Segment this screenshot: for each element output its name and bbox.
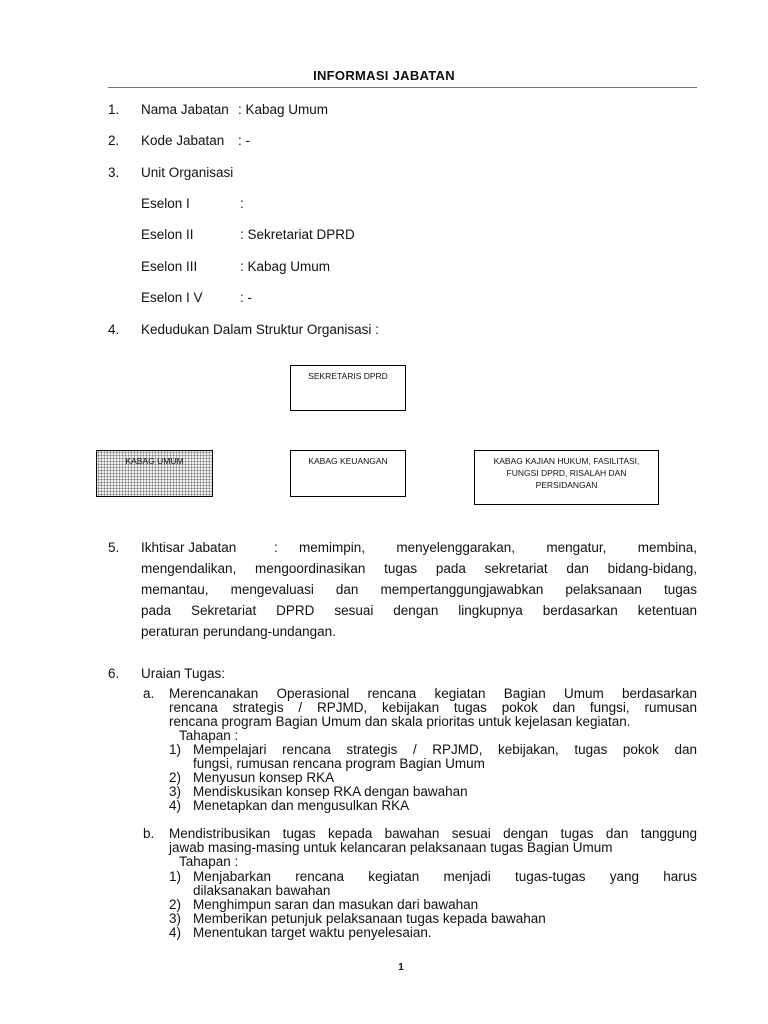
task-a-tahapan: Tahapan : [179,728,239,743]
item-2-value: : - [238,133,250,148]
eselon-4-value: : - [240,290,252,305]
org-box-sekretaris-label: SEKRETARIS DPRD [308,371,388,381]
task-a-step-3-line-1: Mendiskusikan konsep RKA dengan bawahan [193,784,468,799]
item-1-label: Nama Jabatan [141,102,229,117]
eselon-1-label: Eselon I [141,196,190,211]
ikhtisar-colon: : [274,540,278,555]
ikhtisar-line-2: mengendalikan, mengoordinasikan tugas pada sekretariat dan bidang-bidang, [141,561,697,576]
task-b-step-3-line-1: Memberikan petunjuk pelaksanaan tugas kepada bawahan [193,911,546,926]
ikhtisar-line-1: memimpin, menyelenggarakan, mengatur, membina, [299,540,697,555]
ikhtisar-line-4: pada Sekretariat DPRD sesuai dengan lingkupnya berdasarkan ketentuan [141,603,697,618]
item-1-value: : Kabag Umum [238,102,329,117]
ikhtisar-line-5: peraturan perundang-undangan. [141,624,336,639]
task-b-letter: b. [143,826,155,841]
item-3-number: 3. [108,165,120,180]
task-b-step-3-number: 3) [169,911,182,926]
task-a-step-4-line-1: Menetapkan dan mengusulkan RKA [193,798,410,813]
eselon-4-label: Eselon I V [141,290,203,305]
task-a-line-2: rencana strategis / RPJMD, kebijakan tugas pokok dan fungsi, rumusan [169,700,697,715]
task-b-step-2-line-1: Menghimpun saran dan masukan dari bawahan [193,897,479,912]
task-b-step-2-number: 2) [169,897,182,912]
item-4-label: Kedudukan Dalam Struktur Organisasi : [141,322,379,337]
eselon-3-value: : Kabag Umum [240,259,331,274]
ikhtisar-label: Ikhtisar Jabatan [141,540,237,555]
org-box-kabag-keuangan [290,450,406,497]
task-b-step-1-line-2: dilaksanakan bawahan [193,883,331,898]
task-b-step-1-number: 1) [169,869,182,884]
task-b-line-1: Mendistribusikan tugas kepada bawahan sesuai dengan tugas dan tanggung [169,826,697,841]
org-box-kajian-line-3: PERSIDANGAN [535,480,598,490]
page-number: 1 [398,962,404,973]
item-1-number: 1. [108,102,120,117]
task-a-line-3: rencana program Bagian Umum dan skala prioritas untuk kejelasan kegiatan. [169,714,631,729]
task-a-step-1-line-2: fungsi, rumusan rencana program Bagian Umum [193,756,485,771]
task-a-letter: a. [143,686,155,701]
task-a-step-3-number: 3) [169,784,182,799]
title-divider [108,87,697,88]
task-b-step-1-line-1: Menjabarkan rencana kegiatan menjadi tugas-tugas yang harus [193,869,697,884]
task-b-step-4-line-1: Menentukan target waktu penyelesaian. [193,925,432,940]
task-a-line-1: Merencanakan Operasional rencana kegiatan Bagian Umum berdasarkan [169,686,697,701]
item-2-label: Kode Jabatan [141,133,225,148]
item-6-number: 6. [108,666,120,681]
org-box-kabag-umum-label: KABAG UMUM [125,456,184,466]
task-b-tahapan: Tahapan : [179,854,239,869]
org-box-kabag-kajian-hukum [474,450,659,505]
item-4-number: 4. [108,322,120,337]
eselon-2-value: : Sekretariat DPRD [240,227,355,242]
task-a-step-1-line-1: Mempelajari rencana strategis / RPJMD, kebijakan, tugas pokok dan [193,742,697,757]
item-3-label: Unit Organisasi [141,165,234,180]
task-a-step-2-number: 2) [169,770,182,785]
task-b-line-2: jawab masing-masing untuk kelancaran pelaksanaan tugas Bagian Umum [169,840,613,855]
task-a-step-1-number: 1) [169,742,182,757]
eselon-3-label: Eselon III [141,259,198,274]
uraian-label: Uraian Tugas: [141,666,226,681]
eselon-2-label: Eselon II [141,227,194,242]
task-a-step-2-line-1: Menyusun konsep RKA [193,770,335,785]
org-box-kajian-line-2: FUNGSI DPRD, RISALAH DAN [506,468,627,478]
task-a-step-4-number: 4) [169,798,182,813]
ikhtisar-line-3: memantau, mengevaluasi dan mempertanggungjawabkan pelaksanaan tugas [141,582,697,597]
item-2-number: 2. [108,133,120,148]
org-box-kabag-keuangan-label: KABAG KEUANGAN [308,456,388,466]
page-title: INFORMASI JABATAN [313,68,455,83]
org-box-kabag-umum [96,450,213,497]
org-box-sekretaris [290,365,406,411]
org-box-kajian-line-1: KABAG KAJIAN HUKUM, FASILITASI, [493,456,640,466]
eselon-1-value: : [240,196,244,211]
item-5-number: 5. [108,540,120,555]
task-b-step-4-number: 4) [169,925,182,940]
